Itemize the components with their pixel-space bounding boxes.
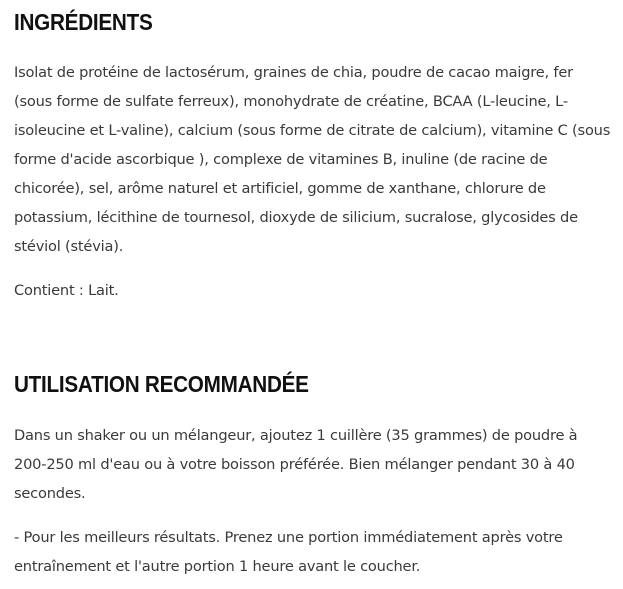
usage-tip: - Pour les meilleurs résultats. Prenez une portion immédiatement après votre entraînement et l'autre portion 1 heure avant le coucher. [14,529,563,575]
ingredients-list: Isolat de protéine de lactosérum, graines de chia, poudre de cacao maigre, fer (sous forme de sulfate ferreux), monohydrate de créatine, BCAA (L-leucine, L-isoleucine et L-valine), calcium (sous forme de citrate de calcium), vitamine C (sous forme d'acide ascorbique ), complexe de vitamines B, inuline (de racine de chicorée), sel, arôme naturel et artificiel, gomme de xanthane, chlorure de potassium, lécithine de tournesol, dioxyde de silicium, sucralose, glycosides de stéviol (stévia). [14,64,611,255]
usage-instructions: Dans un shaker ou un mélangeur, ajoutez 1 cuillère (35 grammes) de poudre à 200-250 ml d'eau ou à votre boisson préférée. Bien mélanger pendant 30 à 40 secondes. [14,427,578,502]
allergen-notice: Contient : Lait. [14,282,119,299]
usage-heading: UTILISATION RECOMMANDÉE [14,371,309,397]
ingredients-heading: INGRÉDIENTS [14,9,153,35]
